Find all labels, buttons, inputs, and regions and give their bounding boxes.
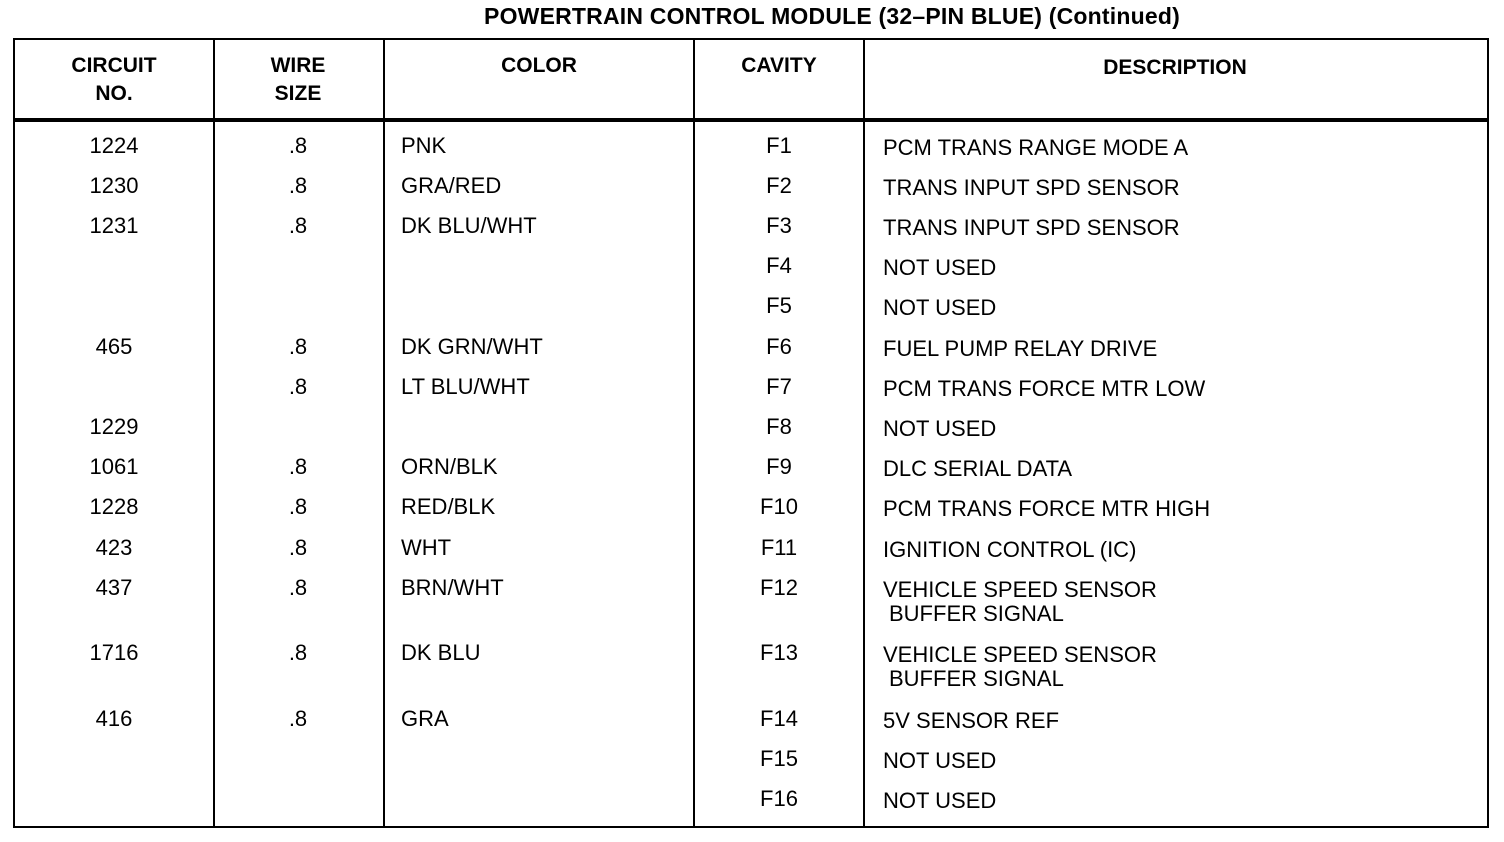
color-cell: PNK	[401, 133, 447, 158]
description-line1: VEHICLE SPEED SENSOR	[883, 642, 1157, 667]
color-cell: ORN/BLK	[401, 454, 498, 479]
color-cell: DK BLU/WHT	[401, 213, 537, 238]
circuit-cell: 465	[95, 334, 133, 359]
description-line1: TRANS INPUT SPD SENSOR	[883, 175, 1180, 200]
description-cell	[883, 296, 1483, 320]
circuit-cell: 437	[95, 575, 133, 600]
color-cell: GRA/RED	[401, 173, 502, 198]
wire-size-cell: .8	[288, 640, 308, 665]
circuit-cell: 1224	[89, 133, 139, 158]
description-line1: PCM TRANS FORCE MTR LOW	[883, 376, 1206, 401]
description-cell	[883, 136, 1483, 160]
description-line1: NOT USED	[883, 748, 997, 773]
description-line2: BUFFER SIGNAL	[889, 601, 1064, 626]
circuit-cell: 1230	[89, 173, 139, 198]
cavity-cell: F9	[766, 454, 792, 479]
cavity-cell: F1	[766, 133, 792, 158]
color-cell: WHT	[401, 535, 452, 560]
wire-size-cell: .8	[288, 334, 308, 359]
circuit-cell: 1229	[89, 414, 139, 439]
color-cell: RED/BLK	[401, 494, 496, 519]
cavity-cell: F16	[760, 786, 798, 811]
description-cell	[883, 337, 1483, 361]
wire-size-cell: .8	[288, 494, 308, 519]
circuit-cell: 1228	[89, 494, 139, 519]
description-line1: NOT USED	[883, 416, 997, 441]
description-line2: BUFFER SIGNAL	[889, 666, 1064, 691]
circuit-cell: 1061	[89, 454, 139, 479]
description-cell	[883, 417, 1483, 441]
wire-size-cell: .8	[288, 535, 308, 560]
cavity-cell: F7	[766, 374, 792, 399]
cavity-cell: F12	[760, 575, 798, 600]
wire-size-cell: .8	[288, 173, 308, 198]
cavity-cell: F6	[766, 334, 792, 359]
page-title: POWERTRAIN CONTROL MODULE (32–PIN BLUE) (Continued)	[484, 3, 1180, 29]
color-cell: GRA	[401, 706, 449, 731]
wire-size-cell: .8	[288, 374, 308, 399]
description-line1: NOT USED	[883, 788, 997, 813]
description-cell	[883, 789, 1483, 813]
description-line1: TRANS INPUT SPD SENSOR	[883, 215, 1180, 240]
description-cell	[883, 709, 1483, 733]
cavity-cell: F14	[760, 706, 798, 731]
cavity-cell: F10	[760, 494, 798, 519]
cavity-cell: F4	[766, 253, 792, 278]
cavity-cell: F8	[766, 414, 792, 439]
description-line1: NOT USED	[883, 295, 997, 320]
cavity-cell: F13	[760, 640, 798, 665]
cavity-cell: F5	[766, 293, 792, 318]
wire-size-cell: .8	[288, 706, 308, 731]
connector-table	[13, 38, 1489, 828]
wire-size-cell: .8	[288, 213, 308, 238]
description-cell	[883, 176, 1483, 200]
color-cell: DK GRN/WHT	[401, 334, 543, 359]
description-cell	[883, 216, 1483, 240]
cavity-cell: F3	[766, 213, 792, 238]
description-cell	[883, 643, 1483, 691]
description-cell	[883, 377, 1483, 401]
cavity-cell: F15	[760, 746, 798, 771]
description-line1: VEHICLE SPEED SENSOR	[883, 577, 1157, 602]
circuit-cell: 416	[95, 706, 133, 731]
header-description: DESCRIPTION	[1103, 56, 1247, 79]
description-line1: PCM TRANS RANGE MODE A	[883, 135, 1189, 160]
circuit-cell: 1716	[89, 640, 139, 665]
description-cell	[883, 538, 1483, 562]
table-body	[15, 40, 1487, 826]
description-line1: 5V SENSOR REF	[883, 708, 1060, 733]
wire-size-cell: .8	[288, 575, 308, 600]
description-cell	[883, 749, 1483, 773]
description-line1: IGNITION CONTROL (IC)	[883, 537, 1137, 562]
description-cell	[883, 256, 1483, 280]
cavity-cell: F2	[766, 173, 792, 198]
color-cell: DK BLU	[401, 640, 481, 665]
description-line1: FUEL PUMP RELAY DRIVE	[883, 336, 1158, 361]
color-cell: LT BLU/WHT	[401, 374, 530, 399]
cavity-cell: F11	[760, 535, 798, 560]
color-cell: BRN/WHT	[401, 575, 504, 600]
circuit-cell: 423	[95, 535, 133, 560]
header-wire-line1: WIRE	[270, 54, 326, 77]
header-color: COLOR	[501, 54, 577, 77]
header-wire-line2: SIZE	[274, 82, 322, 105]
description-cell	[883, 457, 1483, 481]
header-circuit-line1: CIRCUIT	[71, 54, 157, 77]
header-circuit-line2: NO.	[95, 82, 133, 105]
description-cell	[883, 578, 1483, 626]
description-line1: PCM TRANS FORCE MTR HIGH	[883, 496, 1211, 521]
wire-size-cell: .8	[288, 454, 308, 479]
description-line1: NOT USED	[883, 255, 997, 280]
circuit-cell: 1231	[89, 213, 139, 238]
description-cell	[883, 497, 1483, 521]
header-cavity: CAVITY	[741, 54, 817, 77]
wire-size-cell: .8	[288, 133, 308, 158]
description-line1: DLC SERIAL DATA	[883, 456, 1073, 481]
